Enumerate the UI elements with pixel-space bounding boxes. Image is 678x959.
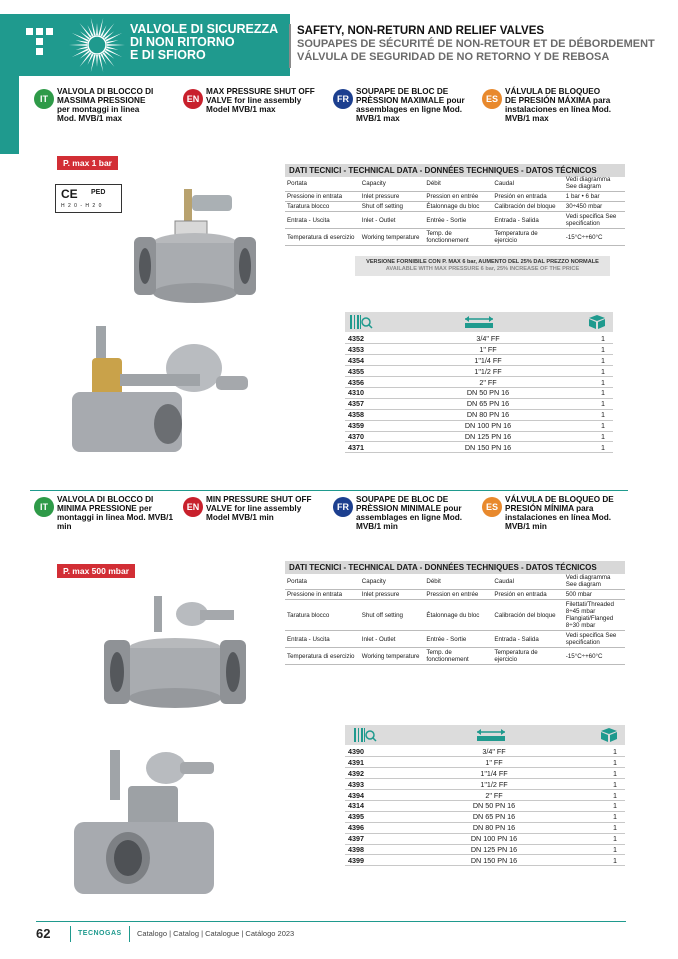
tech-cell: Portata [285, 175, 360, 192]
product-qty: 1 [595, 811, 625, 822]
product-qty: 1 [595, 855, 625, 866]
table-row [345, 833, 625, 844]
product-size: 2" FF [393, 377, 583, 388]
sun-ray [72, 49, 89, 58]
description-text: VALVOLA DI BLOCCO DI MASSIMA PRESSIONE per montaggi in linea Mod. MVB/1 max [57, 87, 154, 123]
product-qty: 1 [595, 779, 625, 790]
section-divider [30, 490, 628, 491]
tech-cell: Pressione in entrata [285, 590, 360, 600]
tech-row [285, 631, 625, 648]
product-size: DN 50 PN 16 [393, 387, 583, 398]
note-line-2: AVAILABLE WITH MAX PRESSURE 6 bar, 25% INCREASE OF THE PRICE [385, 266, 580, 272]
product-size: 2" FF [393, 790, 595, 801]
product-size: 1"1/4 FF [393, 768, 595, 779]
brand-logo-icon [20, 18, 64, 62]
lang-badge-en: EN [183, 89, 203, 109]
table-row [345, 822, 625, 833]
product-code: 4352 [345, 333, 393, 344]
page-title [130, 23, 290, 62]
header-subtitles [297, 25, 677, 64]
product-code: 4371 [345, 442, 393, 453]
product-qty: 1 [583, 366, 613, 377]
product-size: DN 65 PN 16 [393, 398, 583, 409]
tech-cell: Inlet - Outlet [360, 212, 425, 229]
tech-row [285, 590, 625, 600]
tech-cell: Pressione in entrata [285, 192, 360, 202]
tech-cell: Capacity [360, 573, 425, 590]
tech-cell: Entrada - Salida [492, 631, 563, 648]
tech-cell: Shut off setting [360, 600, 425, 631]
product-code: 4310 [345, 387, 393, 398]
product-size: 1"1/2 FF [393, 366, 583, 377]
tech-cell: Temp. de fonctionnement [424, 229, 492, 246]
product-qty: 1 [595, 844, 625, 855]
table-row [345, 855, 625, 866]
valve-flanged-photo [100, 592, 250, 722]
product-code: 4355 [345, 366, 393, 377]
subtitle-fr: SOUPAPES DE SÉCURITÉ DE NON-RETOUR ET DE DÉBORDEMENT [297, 38, 655, 50]
footer-separator [129, 926, 130, 942]
sun-ray [72, 33, 89, 42]
description-es [482, 87, 612, 123]
description-en [183, 87, 323, 114]
tech-cell: Inlet - Outlet [360, 631, 425, 648]
sun-ray [96, 55, 98, 67]
sun-ray [104, 51, 114, 59]
product-code: 4394 [345, 790, 393, 801]
tech-data-title: DATI TECNICI - TECHNICAL DATA - DONNÉES TECHNIQUES - DATOS TÉCNICOS [285, 561, 625, 574]
tech-cell: Temperatura di esercizio [285, 229, 360, 246]
dimension-ruler-icon [463, 315, 495, 329]
sun-ray [104, 31, 114, 39]
tech-cell: Caudal [492, 573, 563, 590]
sun-ray [107, 46, 119, 50]
description-text: MIN PRESSURE SHUT OFF VALVE for line assembly Model MVB/1 min [206, 495, 312, 522]
tech-cell: Temperatura de ejercicio [492, 648, 563, 665]
tech-cell: 1 bar • 6 bar [564, 192, 625, 202]
ped-label: PED [91, 189, 106, 196]
product-code: 4354 [345, 355, 393, 366]
description-text: SOUPAPE DE BLOC DE PRÈSSION MAXIMALE pour assemblages en ligne Mod. MVB/1 max [356, 87, 465, 123]
table-row [345, 431, 613, 442]
product-size: 1" FF [393, 344, 583, 355]
tech-row [285, 573, 625, 590]
table-row [345, 387, 613, 398]
dimension-ruler-icon [475, 728, 507, 742]
sun-ray [106, 49, 123, 58]
barcode-search-icon [349, 314, 373, 330]
sun-ray [96, 23, 98, 35]
tech-cell: Working temperature [360, 648, 425, 665]
tech-row [285, 212, 625, 229]
page-number: 62 [36, 926, 51, 941]
product-code: 4392 [345, 768, 393, 779]
sun-ray [76, 40, 88, 44]
product-qty: 1 [595, 833, 625, 844]
tech-cell: Vedi diagramma See diagram [564, 175, 625, 192]
tech-row [285, 648, 625, 665]
table-row [345, 800, 625, 811]
sun-ray [107, 44, 125, 46]
table-row [345, 768, 625, 779]
table-row [345, 779, 625, 790]
ce-norm: H 2 0 - H 2 0 [61, 203, 103, 209]
tech-cell: Étalonnage du bloc [424, 202, 492, 212]
tech-cell: Filettati/Threaded 8÷45 mbar Flangiati/Flanged 8÷30 mbar [564, 600, 625, 631]
product-size: 3/4" FF [393, 746, 595, 757]
product-size: DN 150 PN 16 [393, 442, 583, 453]
description-es [482, 495, 617, 531]
product-code: 4390 [345, 746, 393, 757]
tech-cell: Caudal [492, 175, 563, 192]
lang-badge-it: IT [34, 89, 54, 109]
table-row [345, 757, 625, 768]
product-code: 4399 [345, 855, 393, 866]
sun-ray [69, 44, 87, 46]
description-it [34, 87, 159, 123]
tech-cell: Capacity [360, 175, 425, 192]
table-row [345, 746, 625, 757]
description-text: VÁLVULA DE BLOQUEO DE PRESIÓN MÁXIMA para instalaciones en línea Mod. MVB/1 max [505, 87, 612, 123]
product-table-header [345, 312, 613, 332]
tech-cell: Temperatura di esercizio [285, 648, 360, 665]
description-text: VALVOLA DI BLOCCO DI MINIMA PRESSIONE per montaggi in linea Mod. MVB/1 min [57, 495, 173, 531]
tech-cell: -15°C÷+60°C [564, 648, 625, 665]
product-size: DN 150 PN 16 [393, 855, 595, 866]
product-qty: 1 [583, 387, 613, 398]
product-code: 4358 [345, 409, 393, 420]
price-note [355, 256, 610, 276]
table-row [345, 790, 625, 801]
tech-cell: Presión en entrada [492, 590, 563, 600]
tech-cell: Étalonnage du bloc [424, 600, 492, 631]
sun-ray [80, 51, 90, 59]
tech-row [285, 175, 625, 192]
tech-cell: Entrée - Sortie [424, 212, 492, 229]
description-en [183, 495, 313, 522]
product-qty: 1 [583, 355, 613, 366]
tech-cell: Vedi specifica See specification [564, 631, 625, 648]
product-size: 1"1/2 FF [393, 779, 595, 790]
table-row [345, 442, 613, 453]
lang-badge-es: ES [482, 497, 502, 517]
tech-cell: Portata [285, 573, 360, 590]
product-size: DN 125 PN 16 [393, 431, 583, 442]
table-row [345, 398, 613, 409]
title-line-3: E DI SFIORO [130, 48, 206, 62]
tech-cell: Entrée - Sortie [424, 631, 492, 648]
tech-data-table [285, 175, 625, 246]
product-qty: 1 [595, 800, 625, 811]
table-row [345, 344, 613, 355]
product-qty: 1 [583, 344, 613, 355]
sun-ray [76, 46, 88, 50]
product-code: 4359 [345, 420, 393, 431]
footer-separator [70, 926, 71, 942]
product-size: 3/4" FF [393, 333, 583, 344]
subtitle-en: SAFETY, NON-RETURN AND RELIEF VALVES [297, 25, 545, 37]
tech-cell: Taratura blocco [285, 202, 360, 212]
tech-cell: 30÷450 mbar [564, 202, 625, 212]
sun-ray [80, 31, 90, 39]
product-code: 4397 [345, 833, 393, 844]
table-row [345, 844, 625, 855]
flame-burst-icon [66, 14, 128, 76]
product-qty: 1 [595, 790, 625, 801]
pressure-tag: P. max 500 mbar [57, 564, 135, 578]
tech-cell: Entrata - Uscita [285, 631, 360, 648]
tech-cell: Pression en entrée [424, 590, 492, 600]
product-qty: 1 [583, 333, 613, 344]
table-row [345, 366, 613, 377]
tech-cell: Entrata - Uscita [285, 212, 360, 229]
table-row [345, 333, 613, 344]
lang-badge-fr: FR [333, 497, 353, 517]
tech-cell: Vedi diagramma See diagram [564, 573, 625, 590]
tech-cell: Working temperature [360, 229, 425, 246]
lang-badge-es: ES [482, 89, 502, 109]
tech-cell: Entrada - Salida [492, 212, 563, 229]
product-size: DN 125 PN 16 [393, 844, 595, 855]
valve-threaded-photo [68, 746, 228, 901]
product-qty: 1 [583, 409, 613, 420]
sun-ray [106, 33, 123, 42]
tech-cell: Presión en entrada [492, 192, 563, 202]
valve-threaded-photo [66, 322, 256, 462]
product-size: DN 50 PN 16 [393, 800, 595, 811]
lang-badge-fr: FR [333, 89, 353, 109]
description-text: SOUPAPE DE BLOC DE PRÈSSION MINIMALE pour assemblages en ligne Mod. MVB/1 min [356, 495, 463, 531]
product-code: 4353 [345, 344, 393, 355]
description-fr [333, 87, 468, 123]
table-row [345, 811, 625, 822]
tech-cell: Temperatura de ejercicio [492, 229, 563, 246]
product-table-header [345, 725, 625, 745]
tech-cell: Shut off setting [360, 202, 425, 212]
table-row [345, 377, 613, 388]
description-it [34, 495, 184, 531]
product-qty: 1 [595, 757, 625, 768]
product-code: 4357 [345, 398, 393, 409]
product-qty: 1 [595, 768, 625, 779]
product-size: DN 65 PN 16 [393, 811, 595, 822]
product-qty: 1 [583, 398, 613, 409]
product-code: 4393 [345, 779, 393, 790]
tech-cell: 500 mbar [564, 590, 625, 600]
tech-row [285, 600, 625, 631]
footer-brand: TECNOGAS [78, 930, 122, 937]
product-code: 4395 [345, 811, 393, 822]
tech-row [285, 229, 625, 246]
product-code: 4391 [345, 757, 393, 768]
product-table [345, 333, 613, 453]
tech-cell: Taratura blocco [285, 600, 360, 631]
product-code: 4370 [345, 431, 393, 442]
package-box-icon [599, 727, 619, 743]
product-size: 1" FF [393, 757, 595, 768]
product-qty: 1 [583, 377, 613, 388]
table-row [345, 355, 613, 366]
tech-cell: Débit [424, 573, 492, 590]
sun-ray [107, 40, 119, 44]
tech-cell: Calibración del bloque [492, 600, 563, 631]
product-qty: 1 [595, 746, 625, 757]
subtitle-es: VÁLVULA DE SEGURIDAD DE NO RETORNO Y DE REBOSA [297, 51, 610, 63]
tech-cell: Inlet pressure [360, 590, 425, 600]
header-separator [289, 24, 291, 68]
tech-cell: Vedi specifica See specification [564, 212, 625, 229]
lang-badge-it: IT [34, 497, 54, 517]
product-code: 4398 [345, 844, 393, 855]
package-box-icon [587, 314, 607, 330]
product-qty: 1 [595, 822, 625, 833]
sun-core [88, 36, 106, 54]
tech-cell: -15°C÷+60°C [564, 229, 625, 246]
valve-flanged-photo [130, 185, 260, 315]
side-strip [0, 76, 19, 154]
ce-label: CE [61, 187, 78, 201]
description-text: MAX PRESSURE SHUT OFF VALVE for line assembly Model MVB/1 max [206, 87, 315, 114]
pressure-tag: P. max 1 bar [57, 156, 118, 170]
footer-line [36, 921, 626, 922]
product-size: DN 80 PN 16 [393, 409, 583, 420]
table-row [345, 409, 613, 420]
description-text: VÁLVULA DE BLOQUEO DE PRESIÓN MÍNIMA para instalaciones en línea Mod. MVB/1 min [505, 495, 614, 531]
footer-catalog: Catalogo | Catalog | Catalogue | Catálogo 2023 [137, 929, 295, 938]
tech-data-table [285, 573, 625, 665]
tech-cell: Débit [424, 175, 492, 192]
barcode-search-icon [353, 727, 377, 743]
title-line-2: DI NON RITORNO [130, 35, 235, 49]
product-size: DN 100 PN 16 [393, 833, 595, 844]
description-fr [333, 495, 468, 531]
product-qty: 1 [583, 442, 613, 453]
product-code: 4356 [345, 377, 393, 388]
product-size: 1"1/4 FF [393, 355, 583, 366]
product-table [345, 746, 625, 866]
title-line-1: VALVOLE DI SICUREZZA [130, 22, 279, 36]
product-code: 4396 [345, 822, 393, 833]
tech-cell: Inlet pressure [360, 192, 425, 202]
product-size: DN 100 PN 16 [393, 420, 583, 431]
product-size: DN 80 PN 16 [393, 822, 595, 833]
tech-row [285, 192, 625, 202]
tech-data-title: DATI TECNICI - TECHNICAL DATA - DONNÉES TECHNIQUES - DATOS TÉCNICOS [285, 164, 625, 177]
tech-cell: Temp. de fonctionnement [424, 648, 492, 665]
tech-cell: Pression en entrée [424, 192, 492, 202]
lang-badge-en: EN [183, 497, 203, 517]
tech-cell: Calibración del bloque [492, 202, 563, 212]
table-row [345, 420, 613, 431]
note-line-1: VERSIONE FORNIBILE CON P. MAX 6 bar, AUMENTO DEL 25% DAL PREZZO NORMALE [366, 259, 599, 265]
tech-row [285, 202, 625, 212]
product-qty: 1 [583, 431, 613, 442]
ce-ped-mark [55, 184, 122, 213]
product-qty: 1 [583, 420, 613, 431]
product-code: 4314 [345, 800, 393, 811]
